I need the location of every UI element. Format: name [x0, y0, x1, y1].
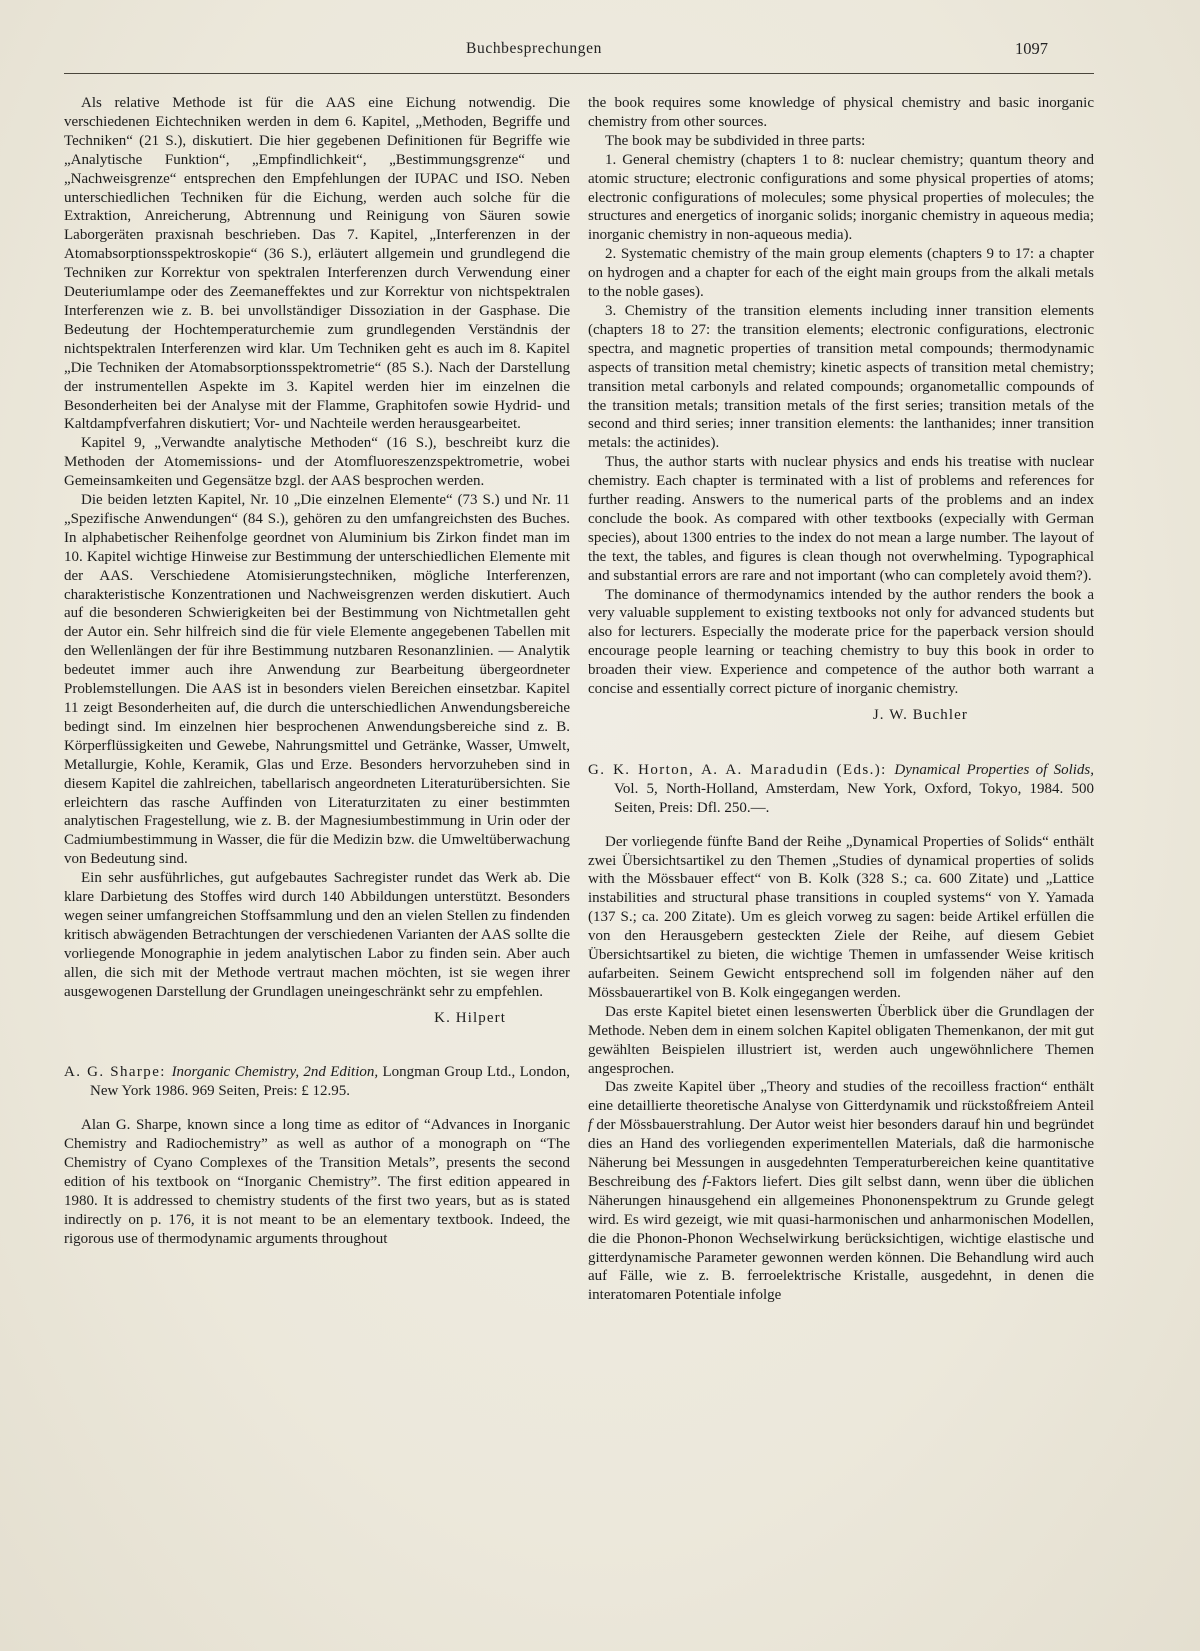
header-rule: [64, 73, 1094, 74]
right-column: [588, 94, 1094, 1305]
paragraph-part-1: 1. General chemistry (chapters 1 to 8: nuclear chemistry; quantum theory and atomic structure; electronic configurations and some physical properties of atoms; electronic configurations of molecules; some physical properties of molecules; the structures and energetics of inorganic solids; inorganic chemistry in aqueous media; inorganic chemistry in non-aqueous media).: [588, 151, 1094, 244]
text-segment: Longman Group Ltd., London, New York 1986. 969 Seiten, Preis: £ 12.95.: [90, 1064, 570, 1100]
text-segment: A. G. Sharpe:: [64, 1064, 172, 1081]
text-segment: G. K. Horton, A. A. Maradudin (Eds.):: [588, 761, 895, 778]
review-citation-horton: [588, 761, 1094, 818]
page-header: [64, 40, 1094, 64]
page-number: 1097: [1015, 39, 1048, 58]
book-title-italic: f: [588, 1117, 593, 1134]
paragraph-three-parts: The book may be subdivided in three parts:: [605, 132, 866, 149]
book-title-italic: Inorganic Chemistry, 2nd Edition,: [171, 1064, 379, 1081]
paragraph-zweites-kapitel: [588, 1078, 1094, 1305]
text-segment: Das zweite Kapitel über „Theory and studies of the recoilless fraction“ enthält eine detaillierte theoretische Analyse von Gitterdynamik und rückstoßfreiem Anteil: [588, 1079, 1094, 1115]
page-content: [64, 40, 1094, 1305]
review-citation-sharpe: [64, 1063, 570, 1101]
paragraph-fuenfter-band: Der vorliegende fünfte Band der Reihe „Dynamical Properties of Solids“ enthält zwei Übersichtsartikel zu den Themen „Studies of dynamical properties of solids with the Mössbauer effect“ von B. Kolk (328 S.; ca. 600 Zitate) und „Lattice instabilities and structural phase transitions in coupled systems“ von Y. Yamada (137 S.; ca. 200 Zitate). Um es gleich vorweg zu sagen: beide Artikel erfüllen die von den Herausgebern gesteckten Ziele der Reihe, auf diesem Gebiet Übersichtsartikel zu bieten, die wichtige Themen in umfassender Weise kritisch aufarbeiten. Seinem Gewicht entsprechend soll im folgenden näher auf den Mössbauerartikel von B. Kolk eingegangen werden.: [588, 833, 1094, 1001]
paragraph-aas-calibration: Als relative Methode ist für die AAS eine Eichung notwendig. Die verschiedenen Eichtechniken werden in dem 6. Kapitel, „Methoden, Begriffe und Techniken“ (21 S.), diskutiert. Die hier gegebenen Definitionen für Begriffe wie „Analytische Funktion“, „Empfindlichkeit“, „Bestimmungsgrenze“ und „Nachweisgrenze“ entsprechen den Empfehlungen der IUPAC und ISO. Neben unterschiedlichen Techniken für die Eichung, werden auch solche für die Extraktion, Anreicherung, Abtrennung und Reinigung von Säuren sowie Laborgeräten praxisnah beschrieben. Das 7. Kapitel, „Interferenzen in der Atomabsorptionsspektroskopie“ (36 S.), erläutert allgemein und grundlegend die Techniken zur Korrektur von spektralen Interferenzen durch Verwendung einer Deuteriumlampe oder des Zeemaneffektes und zur Korrektur von nichtspektralen Interferenzen wie z. B. bei unvollständiger Dissoziation in der Gasphase. Die Bedeutung der Hochtemperaturchemie zum grundlegenden Verständnis der nichtspektralen Interferenzen wird klar. Um Techniken geht es auch im 8. Kapitel „Die Techniken der Atomabsorptionsspektrometrie“ (85 S.). Nach der Darstellung der instrumentellen Aspekte im 3. Kapitel werden hier im einzelnen die Besonderheiten bei der Analyse mit der Flamme, Graphitofen sowie Hydrid- und Kaltdampfverfahren diskutiert; Vor- und Nachteile werden herausgearbeitet.: [64, 95, 570, 433]
paragraph-kapitel-9: Kapitel 9, „Verwandte analytische Methoden“ (16 S.), beschreibt kurz die Methoden der Atomemissions- und der Atomfluoreszenzspektrometrie, wobei Gemeinsamkeiten und Gegensätze bzgl. der AAS besprochen werden.: [64, 435, 570, 490]
text-segment: Vol. 5, North-Holland, Amsterdam, New York, Oxford, Tokyo, 1984. 500 Seiten, Preis: Dfl. 250.—.: [614, 780, 1094, 816]
paragraph-erstes-kapitel: Das erste Kapitel bietet einen lesenswerten Überblick über die Grundlagen der Methode. Neben dem in einem solchen Kapitel obligaten Themenkanon, der mit gut gewählten Beispielen illustriert ist, werden auch ungewöhnlichere Themen angesprochen.: [588, 1003, 1094, 1077]
paragraph-part-3: 3. Chemistry of the transition elements including inner transition elements (chapters 18 to 27: the transition elements; electronic configurations, electronic spectra, and magnetic properties of transition metal compounds; thermodynamic aspects of transition metal chemistry; kinetic aspects of transition metal chemistry; transition metal carbonyls and related compounds; organometallic compounds of the transition metals; transition metals of the first series; transition metals of the second and third series; inner transition elements: the lanthanides; inner transition metals: the actinides).: [588, 302, 1094, 452]
signature-hilpert: K. Hilpert: [434, 1009, 506, 1026]
section-title: Buchbesprechungen: [466, 40, 602, 57]
paragraph-sharpe-intro: Alan G. Sharpe, known since a long time as editor of “Advances in Inorganic Chemistry and Radiochemistry” as well as author of a monograph on “The Chemistry of Cyano Complexes of the Transition Metals”, presents the second edition of his textbook on “Inorganic Chemistry”. The first edition appeared in 1980. It is addressed to chemistry students of the first two years, but as is stated indirectly on p. 176, it is not meant to be an elementary textbook. Indeed, the rigorous use of thermodynamic arguments throughout: [64, 1117, 570, 1247]
book-title-italic: Dynamical Properties of Solids,: [894, 761, 1094, 778]
left-column: [64, 94, 570, 1305]
paragraph-sharpe-continuation: the book requires some knowledge of physical chemistry and basic inorganic chemistry from other sources.: [588, 95, 1094, 130]
signature-buchler: J. W. Buchler: [872, 707, 968, 723]
text-columns: [64, 94, 1094, 1305]
text-segment: der Mössbauerstrahlung. Der Autor weist hier besonders darauf hin und begründet dies an Hand des vorliegenden experimentellen Materials, daß die harmonische Näherung bei Messungen in ausgedehnten Temperaturbereichen keine quantitative Beschreibung des: [588, 1117, 1094, 1190]
text-segment: -Faktors liefert. Dies gilt selbst dann, wenn über die üblichen Näherungen hinausgehend ein allgemeines Phononenspektrum zu Grunde gelegt wird. Es wird gezeigt, wie mit quasi-harmonischen und anharmonischen Modellen, die die Phonon-Phonon Wechselwirkung berücksichtigen, wichtige elastische und gitterdynamische Parameter gewonnen werden können. Die Behandlung wird auch auf Fälle, wie z. B. ferroelektrische Kristalle, ausgedehnt, in denen die interatomaren Potentiale infolge: [588, 1173, 1094, 1304]
paragraph-dominance-thermodynamics: The dominance of thermodynamics intended by the author renders the book a very valuable supplement to existing textbooks not only for advanced students but also for lecturers. Especially the moderate price for the paperback version should encourage people learning or teaching chemistry to buy this book in order to broaden their view. Experience and competence of the author both warrant a concise and essentially correct picture of inorganic chemistry.: [588, 586, 1094, 698]
paragraph-letzte-kapitel: Die beiden letzten Kapitel, Nr. 10 „Die einzelnen Elemente“ (73 S.) und Nr. 11 „Spezifische Anwendungen“ (84 S.), gehören zu den umfangreichsten des Buches. In alphabetischer Reihenfolge geordnet von Aluminium bis Zirkon findet man im 10. Kapitel wichtige Hinweise zur Bestimmung der unterschiedlichen Elemente mit der AAS. Verschiedene Atomisierungstechniken, mögliche Interferenzen, charakteristische Konzentrationen und Nachweisgrenzen werden diskutiert. Auch auf die besonderen Schwierigkeiten bei der Bestimmung von Nichtmetallen geht der Autor ein. Sehr hilfreich sind die für viele Elemente angegebenen Tabellen mit den Wellenlängen der für ihre Bestimmung nutzbaren Resonanzlinien. — Analytik bedeutet immer auch ihre Anwendung zur Bearbeitung übergeordneter Problemstellungen. Die AAS ist in besonders vielen Bereichen einsetzbar. Kapitel 11 zeigt Besonderheiten auf, die durch die unterschiedlichen Anwendungsbereiche bedingt sind. Im einzelnen hier besprochenen Anwendungsbereiche sind z. B. Körperflüssigkeiten und Gewebe, Nahrungsmittel und Getränke, Wasser, Umwelt, Metallurgie, Kohle, Keramik, Glas und Erze. Besonders hervorzuheben sind in diesem Kapitel die zahlreichen, tabellarisch angeordneten Literaturübersichten. Sie erleichtern das rasche Auffinden von Literaturzitaten zu einer bestimmten analytischen Fragestellung, wie z. B. der Magnesiumbestimmung in Urin oder der Cadmiumbestimmung in Wasser, die für die Medizin bzw. die Umweltüberwachung von Bedeutung sind.: [64, 492, 570, 868]
paragraph-author-treatise: Thus, the author starts with nuclear physics and ends his treatise with nuclear chemistry. Each chapter is terminated with a list of problems and references for further reading. Answers to the numerical parts of the problems and an index conclude the book. As compared with other textbooks (expecially with German species), about 1300 entries to the index do not mean a large number. The layout of the text, the tables, and figures is clean though not overwhelming. Typographical and substantial errors are rare and not important (who can completely avoid them?).: [588, 454, 1094, 584]
book-title-italic: f: [702, 1173, 707, 1190]
paragraph-sachregister: Ein sehr ausführliches, gut aufgebautes Sachregister rundet das Werk ab. Die klare Darbietung des Stoffes wird durch 140 Abbildungen unterstützt. Besonders wegen seiner umfangreichen Stoffsammlung und den an vielen Stellen zu findenden kritisch abwägenden Betrachtungen der verschiedenen Varianten der AAS sollte die vorliegende Monographie in jedem analytischen Labor zu finden sein. Aber auch allen, die sich mit der Methode vertraut machen möchten, ist sie wegen ihrer ausgewogenen Darstellung der Grundlagen uneingeschränkt sehr zu empfehlen.: [64, 870, 570, 1000]
paragraph-part-2: 2. Systematic chemistry of the main group elements (chapters 9 to 17: a chapter on hydrogen and a chapter for each of the eight main groups from the alkali metals to the noble gases).: [588, 246, 1094, 301]
